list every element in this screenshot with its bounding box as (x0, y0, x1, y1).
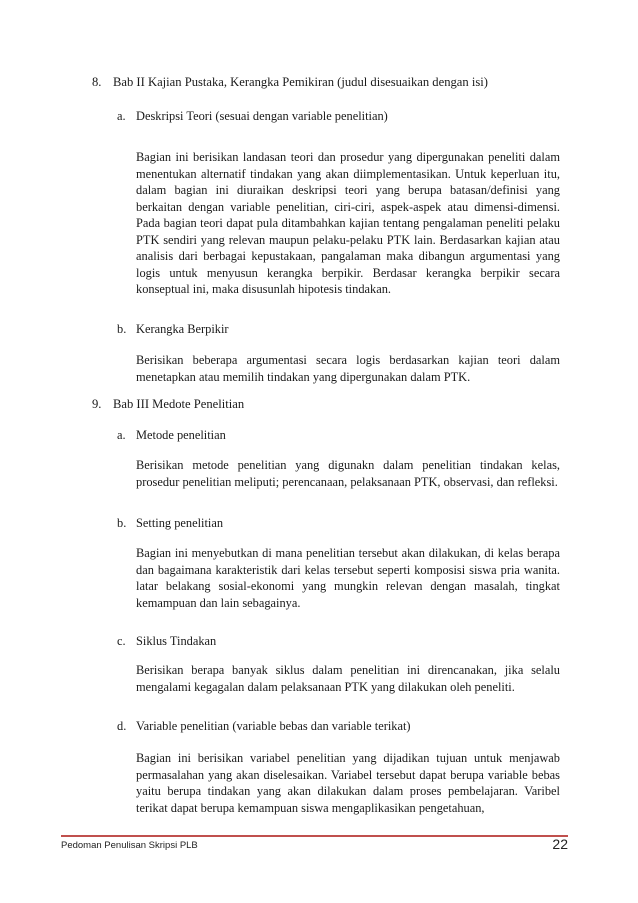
subsection-letter: b. (117, 516, 127, 530)
subsection-9a-heading (117, 427, 226, 444)
subsection-title: Deskripsi Teori (sesuai dengan variable penelitian) (136, 109, 388, 123)
subsection-9d-heading (117, 718, 411, 735)
subsection-9a-paragraph: Berisikan metode penelitian yang digunakn dalam penelitian tindakan kelas, prosedur penelitian meliputi; perencanaan, pelaksanaan PTK, observasi, dan refleksi. (136, 458, 560, 489)
subsection-8b-heading (117, 321, 229, 338)
subsection-9d-paragraph: Bagian ini berisikan variabel penelitian yang dijadikan tujuan untuk menjawab permasalahan yang akan diselesaikan. Variabel tersebut dapat berupa variable bebas yaitu berupa tindakan yang akan dilakukan dalam proses pembelajaran. Varibel terikat dapat berupa kemampuan siswa mengaplikasikan pengetahuan, (136, 751, 560, 815)
section-number: 9. (92, 397, 102, 411)
section-9-heading (92, 396, 244, 413)
section-title: Bab II Kajian Pustaka, Kerangka Pemikiran (judul disesuaikan dengan isi) (113, 75, 488, 89)
subsection-title: Metode penelitian (136, 428, 226, 442)
subsection-letter: a. (117, 109, 126, 123)
subsection-letter: d. (117, 719, 127, 733)
subsection-letter: a. (117, 428, 126, 442)
subsection-9c-paragraph: Berisikan berapa banyak siklus dalam penelitian ini direncanakan, jika selalu mengalami kegagalan dalam pelaksanaan PTK yang dilakukan oleh peneliti. (136, 663, 560, 694)
subsection-9b-paragraph: Bagian ini menyebutkan di mana penelitian tersebut akan dilakukan, di kelas berapa dan bagaimana karakteristik dari kelas tersebut seperti komposisi siswa pria wanita. latar belakang sosial-ekonomi yang mungkin relevan dengan masalah, tingkat kemampuan dan lain sebagainya. (136, 546, 560, 610)
subsection-title: Variable penelitian (variable bebas dan variable terikat) (136, 719, 411, 733)
subsection-8b-paragraph: Berisikan beberapa argumentasi secara logis berdasarkan kajian teori dalam menetapkan atau memilih tindakan yang dipergunakan dalam PTK. (136, 353, 560, 384)
section-8-heading (92, 74, 488, 91)
subsection-letter: b. (117, 322, 127, 336)
subsection-8a-paragraph: Bagian ini berisikan landasan teori dan prosedur yang dipergunakan peneliti dalam menentukan alternatif tindakan yang akan diimplementasikan. Untuk keperluan itu, dalam bagian ini diuraikan deskripsi teori yang berupa batasan/definisi yang berkaitan dengan variable penelitian, ciri-ciri, aspek-aspek atau dimensi-dimensi. Pada bagian teori dapat pula ditambahkan kajian tentang pengalaman peneliti pelaku PTK sendiri yang relevan maupun pelaku-pelaku PTK lain. Berdasarkan kajian atau analisis dari berbagai kepustakaan, pangalaman maka dibangun argumentasi yang logis untuk menyusun kerangka berpikir. Berdasar kerangka berpikir secara konseptual ini, maka disusunlah hipotesis tindakan. (136, 150, 560, 296)
footer-divider (61, 835, 568, 837)
subsection-title: Kerangka Berpikir (136, 322, 229, 336)
section-number: 8. (92, 75, 102, 89)
page-number: 22 (552, 836, 568, 852)
subsection-title: Siklus Tindakan (136, 634, 217, 648)
section-title: Bab III Medote Penelitian (113, 397, 245, 411)
subsection-9b-heading (117, 515, 223, 532)
footer-title: Pedoman Penulisan Skripsi PLB (61, 840, 198, 851)
subsection-8a-heading (117, 108, 388, 125)
subsection-9c-heading (117, 633, 216, 650)
subsection-letter: c. (117, 634, 126, 648)
subsection-title: Setting penelitian (136, 516, 224, 530)
